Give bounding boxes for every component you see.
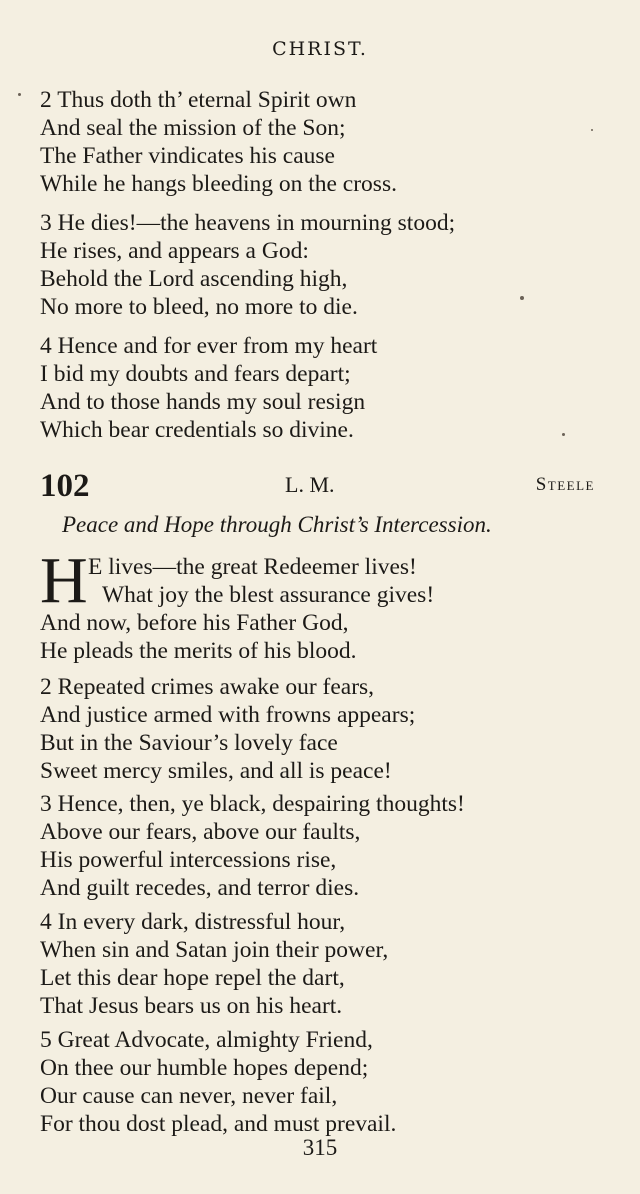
verse-line: For thou dost plead, and must prevail. (40, 1111, 397, 1137)
verse-line: And to those hands my soul resign (40, 389, 366, 415)
hymn-stanza-1 (40, 544, 610, 665)
verse-line: And now, before his Father God, (40, 610, 349, 636)
verse-line: But in the Saviour’s lovely face (40, 730, 338, 756)
verse-line: He rises, and appears a God: (40, 238, 309, 264)
verse-line: 3 Hence, then, ye black, despairing thoughts! (40, 791, 465, 817)
verse-line: What joy the blest assurance gives! (102, 582, 435, 608)
verse-line: 2 Thus doth th’ eternal Spirit own (40, 87, 357, 113)
ink-speck (18, 93, 21, 96)
running-head: CHRIST. (272, 38, 368, 60)
verse-line: 4 In every dark, distressful hour, (40, 909, 346, 935)
ink-speck (562, 433, 565, 436)
verse-line: Sweet mercy smiles, and all is peace! (40, 758, 392, 784)
verse-line: Behold the Lord ascending high, (40, 266, 348, 292)
verse-line: That Jesus bears us on his heart. (40, 993, 343, 1019)
verse-line: His powerful intercessions rise, (40, 847, 337, 873)
hymn-header (40, 468, 595, 508)
verse-line: I bid my doubts and fears depart; (40, 361, 351, 387)
verse-line: 3 He dies!—the heavens in mourning stood; (40, 210, 456, 236)
hymn-stanza-2 (40, 673, 610, 785)
hymn-stanza-4 (40, 908, 610, 1020)
verse-line: No more to bleed, no more to die. (40, 294, 358, 320)
hymn-number: 102 (40, 468, 90, 504)
verse-line: 2 Repeated crimes awake our fears, (40, 674, 375, 700)
verse-line: On thee our humble hopes depend; (40, 1055, 369, 1081)
prev-stanza-4 (40, 332, 610, 444)
verse-line: When sin and Satan join their power, (40, 937, 389, 963)
hymn-stanza-5 (40, 1026, 610, 1138)
prev-stanza-3 (40, 209, 610, 321)
hymn-stanza-3 (40, 790, 610, 902)
verse-line: 4 Hence and for ever from my heart (40, 333, 378, 359)
ink-speck (520, 296, 524, 300)
verse-line: E lives—the great Redeemer lives! (88, 554, 417, 580)
prev-stanza-2 (40, 86, 610, 198)
verse-line: And seal the mission of the Son; (40, 115, 346, 141)
verse-line: Let this dear hope repel the dart, (40, 965, 345, 991)
verse-line: Our cause can never, never fail, (40, 1083, 338, 1109)
ink-speck (591, 129, 593, 131)
verse-line: He pleads the merits of his blood. (40, 638, 357, 664)
verse-line: Above our fears, above our faults, (40, 819, 361, 845)
verse-line: Which bear credentials so divine. (40, 417, 354, 443)
verse-line: 5 Great Advocate, almighty Friend, (40, 1027, 373, 1053)
verse-line: While he hangs bleeding on the cross. (40, 171, 397, 197)
verse-line: The Father vindicates his cause (40, 143, 335, 169)
verse-line: And justice armed with frowns appears; (40, 702, 416, 728)
hymn-title: Peace and Hope through Christ’s Intercession. (62, 512, 492, 537)
hymn-author: Steele (535, 474, 595, 495)
page-number: 315 (302, 1135, 338, 1160)
hymn-meter: L. M. (285, 472, 335, 497)
drop-cap: H (40, 544, 88, 617)
verse-line: And guilt recedes, and terror dies. (40, 875, 360, 901)
